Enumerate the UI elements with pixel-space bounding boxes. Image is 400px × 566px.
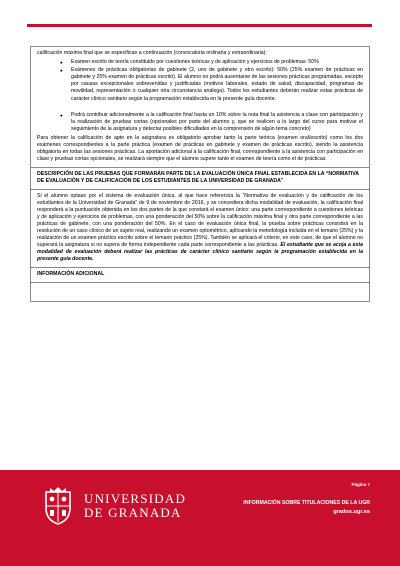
university-name (84, 492, 186, 520)
additional-info-heading-row (31, 267, 369, 281)
single-evaluation-body: Si el alumno optase por el sistema de evaluación única, al que hace referencia la “Normativa de evaluación y de calificación de los estudiantes de la Universidad de Granada” de 9 de noviembre de 2016, y se concediera dicha modalidad de evaluación, la calificación final responderá a la puntuación obtenida en los dos partes de la que constará el examen único: una parte correspondiente a cuestiones teóricas y de aplicación y ejercicios de problemas, con una ponderación del 50% sobre la calificación máxima final y otra parte correspondiente a las prácticas de gabinete, con una ponderación del 50%. En el caso de evaluación única final, la prueba sobre prácticas consistirá en la resolución de un caso clínico de un sujeto real, realizando un examen optométrico, aplicando la metodología incluida en el temario (25%) y la realización de un examen práctico escrito sobre el temario práctico (25%). También se aplicará el criterio, en este caso, de que el alumno no superará la asignatura si no supera de forma independiente cada parte correspondiente a las prácticas. (37, 192, 363, 249)
criteria-closing: Para obtener la calificación de apto en la asignatura es obligatorio aprobar tanto la parte teórica (examen oral/escrito) como los dos exámenes correspondientes a la parte práctica (examen de prácticas en gabinete y examen de prácticas escrito), siendo la asistencia obligatoria en todas las sesiones prácticas. La aportación adicional a la calificación final, correspondiente a la asistencia con participación en clase y pruebas cortas opcionales, se realizará siempre que el alumno supere tanto el examen de teoría como el de prácticas. (37, 134, 363, 163)
footer-info-text: INFORMACIÓN SOBRE TITULACIONES DE LA UGR (243, 500, 370, 506)
single-evaluation-emphasis: El estudiante que se acoja a esta modalidad de evaluación deberá realizar las prácticas de carácter clínico sanitario según la programación establecida en la presente guía docente. (37, 242, 363, 263)
university-name-line1: UNIVERSIDAD (84, 491, 187, 506)
single-evaluation-body-row (31, 189, 369, 268)
criteria-item-extra: ● Podrá contribuir adicionalmente a la calificación final hasta un 10% sobre la nota final la asistencia a clase con participación y la realización de pruebas cortas (opcionales por parte del alumno y, que se realicen a lo largo del curso para motivar el seguimiento de la asignatura y detectar posibles dificultades en la comprensión de algún tema concreto) (71, 112, 363, 133)
university-name-line2: DE GRANADA (84, 505, 182, 520)
footer-url-link[interactable]: grados.ugr.es (333, 509, 370, 515)
header-rule (27, 24, 372, 27)
criteria-item-practice: ● Exámenes de prácticas obligatorias de gabinete (2, uno de gabinete y otro escrito): 50% (25% examen de prácticas en gabinete y 25% examen de prácticas escrito). El alumno no podrá ausentarse de las sesiones prácticas programadas, excepto por causas excepcionales sobrevenidas y justificadas (motivos laborales, estado de salud, discapacidad, programas de movilidad, representación o cualquier otra circunstancia análoga). Todos los estudiantes deberán realizar estas prácticas de carácter clínico sanitario según la programación establecida en la presente guía docente. (71, 67, 363, 102)
criteria-intro: calificación máxima final que se especifican a continuación (convocatoria ordinaria y extraordinaria): (37, 50, 267, 56)
evaluation-criteria-section (31, 47, 369, 167)
criteria-item-theory: ● Examen escrito de teoría constituido por cuestiones teóricas y de aplicación y ejercicios de problemas: 50% (71, 59, 363, 66)
university-crest-icon (40, 484, 76, 526)
additional-info-title: INFORMACIÓN ADICIONAL (37, 271, 105, 278)
page-number: Página 7 (351, 482, 370, 487)
single-evaluation-text (37, 193, 363, 264)
footer (0, 470, 400, 566)
single-evaluation-heading-row (31, 167, 369, 188)
single-evaluation-title: DESCRIPCIÓN DE LAS PRUEBAS QUE FORMARÁN PARTE DE LA EVALUACIÓN ÚNICA FINAL ESTABLECIDA EN LA “NORMATIVA DE EVALUACIÓN Y DE CALIFICACIÓN DE LOS ESTUDIANTES DE LA UNIVERSIDAD DE GRANADA” (37, 171, 359, 185)
evaluation-table (30, 46, 370, 302)
criteria-list (37, 59, 363, 133)
additional-info-body (31, 282, 369, 301)
